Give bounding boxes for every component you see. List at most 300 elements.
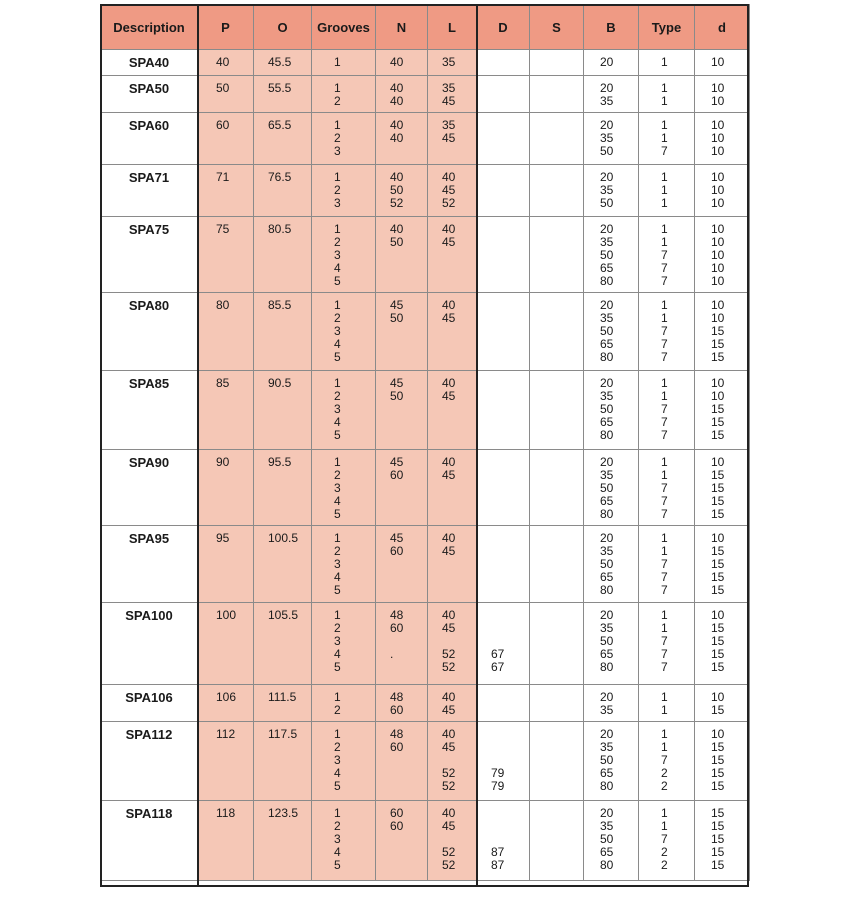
cell-o: 117.5	[254, 722, 312, 801]
cell-d-lower-value: 15	[711, 570, 725, 584]
cell-l-value: 40	[442, 298, 456, 312]
cell-d-upper	[477, 76, 530, 113]
cell-l-value: 52	[442, 779, 456, 793]
cell-grooves-value: 1	[334, 608, 341, 622]
cell-l-value: 45	[442, 389, 456, 403]
cell-type-value: 7	[661, 415, 668, 429]
cell-l-value: 52	[442, 858, 456, 872]
cell-d-lower-value: 15	[711, 428, 725, 442]
cell-b	[584, 722, 639, 801]
cell-type	[639, 113, 695, 165]
cell-d-lower-value: 15	[711, 753, 725, 767]
cell-d-lower-value: 15	[711, 779, 725, 793]
cell-n-value: 40	[390, 170, 404, 184]
cell-type-value: 7	[661, 350, 668, 364]
cell-grooves	[312, 801, 376, 881]
cell-l-value: 40	[442, 531, 456, 545]
cell-l-value: 40	[442, 376, 456, 390]
cell-o: 123.5	[254, 801, 312, 881]
cell-type	[639, 450, 695, 526]
cell-d-upper	[477, 526, 530, 603]
cell-p: 112	[198, 722, 254, 801]
cell-d-upper-value: 87	[491, 845, 505, 859]
cell-d-upper	[477, 450, 530, 526]
cell-d-lower-value: 10	[711, 274, 725, 288]
cell-grooves-value: 3	[334, 753, 341, 767]
cell-description: SPA60	[101, 113, 198, 165]
cell-grooves-value: 5	[334, 583, 341, 597]
cell-n	[376, 371, 428, 450]
cell-l	[428, 371, 477, 450]
cell-l	[428, 722, 477, 801]
cell-d-upper	[477, 603, 530, 685]
cell-b-value: 50	[600, 557, 614, 571]
cell-o: 95.5	[254, 450, 312, 526]
cell-d-lower-value: 15	[711, 845, 725, 859]
cell-l-value: 45	[442, 740, 456, 754]
cell-d-lower-value: 10	[711, 690, 725, 704]
cell-type-value: 1	[661, 222, 668, 236]
cell-grooves-value: 3	[334, 481, 341, 495]
cell-type-value: 1	[661, 621, 668, 635]
cell-d-lower-value: 15	[711, 647, 725, 661]
cell-grooves	[312, 50, 376, 76]
cell-b-value: 65	[600, 494, 614, 508]
cell-n-value: 60	[390, 740, 404, 754]
cell-d-lower-value: 10	[711, 298, 725, 312]
cell-d-lower-value: 10	[711, 94, 725, 108]
cell-s	[530, 165, 584, 217]
cell-o: 85.5	[254, 293, 312, 371]
cell-d-upper	[477, 293, 530, 371]
column-divider-right	[476, 4, 478, 887]
cell-type-value: 7	[661, 261, 668, 275]
cell-type-value: 7	[661, 634, 668, 648]
cell-d-lower	[695, 113, 750, 165]
cell-l	[428, 526, 477, 603]
cell-d-lower	[695, 217, 750, 293]
cell-d-lower-value: 10	[711, 389, 725, 403]
cell-description: SPA90	[101, 450, 198, 526]
cell-type-value: 1	[661, 81, 668, 95]
cell-l-value: 45	[442, 703, 456, 717]
cell-d-lower-value: 15	[711, 494, 725, 508]
cell-type-value: 1	[661, 531, 668, 545]
cell-grooves-value: 3	[334, 144, 341, 158]
cell-l	[428, 76, 477, 113]
cell-d-lower-value: 15	[711, 858, 725, 872]
cell-type-value: 1	[661, 94, 668, 108]
cell-d-upper	[477, 371, 530, 450]
cell-type-value: 1	[661, 544, 668, 558]
cell-l	[428, 801, 477, 881]
cell-grooves-value: 2	[334, 389, 341, 403]
cell-l-value: 40	[442, 170, 456, 184]
cell-grooves-value: 3	[334, 196, 341, 210]
cell-l-value: 35	[442, 118, 456, 132]
cell-d-lower	[695, 685, 750, 722]
cell-type-value: 1	[661, 376, 668, 390]
header-p: P	[198, 5, 254, 50]
cell-l-value: 52	[442, 647, 456, 661]
cell-grooves-value: 5	[334, 350, 341, 364]
cell-s	[530, 450, 584, 526]
cell-description: SPA106	[101, 685, 198, 722]
cell-b-value: 35	[600, 544, 614, 558]
cell-d-lower-value: 15	[711, 415, 725, 429]
cell-s	[530, 293, 584, 371]
cell-type-value: 1	[661, 703, 668, 717]
cell-grooves	[312, 371, 376, 450]
cell-d-lower-value: 15	[711, 703, 725, 717]
cell-type-value: 1	[661, 118, 668, 132]
cell-d-upper-value	[491, 741, 529, 754]
cell-l	[428, 165, 477, 217]
cell-grooves	[312, 217, 376, 293]
cell-b-value: 50	[600, 402, 614, 416]
cell-type-value: 1	[661, 170, 668, 184]
cell-b-value: 50	[600, 634, 614, 648]
cell-grooves-value: 2	[334, 703, 341, 717]
cell-o: 105.5	[254, 603, 312, 685]
cell-type-value: 7	[661, 660, 668, 674]
cell-l-value: 45	[442, 94, 456, 108]
cell-type-value: 7	[661, 583, 668, 597]
header-n: N	[376, 5, 428, 50]
cell-d-lower-value: 10	[711, 55, 725, 69]
cell-n-value: 60	[390, 703, 404, 717]
cell-b-value: 35	[600, 94, 614, 108]
cell-l-value: 45	[442, 311, 456, 325]
cell-d-lower-value: 10	[711, 531, 725, 545]
cell-type	[639, 685, 695, 722]
cell-b-value: 80	[600, 583, 614, 597]
cell-n-value: 48	[390, 727, 404, 741]
cell-n-value: 48	[390, 608, 404, 622]
cell-type	[639, 526, 695, 603]
cell-grooves-value: 1	[334, 376, 341, 390]
cell-type	[639, 217, 695, 293]
cell-d-upper-value: 67	[491, 647, 505, 661]
cell-s	[530, 50, 584, 76]
cell-o: 45.5	[254, 50, 312, 76]
cell-b-value: 35	[600, 468, 614, 482]
cell-l-value: 40	[442, 690, 456, 704]
cell-d-lower-value: 10	[711, 311, 725, 325]
cell-d-lower	[695, 450, 750, 526]
cell-type-value: 1	[661, 819, 668, 833]
cell-grooves-value: 5	[334, 274, 341, 288]
cell-n-value: 50	[390, 311, 404, 325]
cell-l-value: 40	[442, 806, 456, 820]
cell-s	[530, 526, 584, 603]
cell-b-value: 20	[600, 608, 614, 622]
cell-description: SPA80	[101, 293, 198, 371]
cell-b-value: 20	[600, 806, 614, 820]
cell-grooves-value: 1	[334, 81, 341, 95]
cell-b-value: 80	[600, 428, 614, 442]
cell-n-value: 40	[390, 118, 404, 132]
cell-s	[530, 603, 584, 685]
cell-b	[584, 293, 639, 371]
cell-d-lower-value: 10	[711, 81, 725, 95]
cell-p: 85	[198, 371, 254, 450]
cell-d-upper-value	[491, 622, 529, 635]
cell-p: 40	[198, 50, 254, 76]
cell-b	[584, 371, 639, 450]
cell-grooves	[312, 722, 376, 801]
cell-type-value: 1	[661, 311, 668, 325]
cell-d-lower	[695, 76, 750, 113]
cell-d-lower	[695, 603, 750, 685]
cell-d-lower-value: 15	[711, 583, 725, 597]
cell-type-value: 1	[661, 455, 668, 469]
cell-n-value: .	[390, 647, 394, 661]
cell-d-lower	[695, 371, 750, 450]
cell-n-value: 40	[390, 81, 404, 95]
cell-grooves-value: 5	[334, 507, 341, 521]
cell-description: SPA50	[101, 76, 198, 113]
cell-o: 55.5	[254, 76, 312, 113]
cell-n-value	[390, 635, 427, 648]
cell-d-upper-value: 67	[491, 660, 505, 674]
cell-n-value: 45	[390, 455, 404, 469]
cell-d-upper	[477, 801, 530, 881]
cell-type-value: 2	[661, 766, 668, 780]
cell-o: 111.5	[254, 685, 312, 722]
cell-p: 71	[198, 165, 254, 217]
cell-b-value: 65	[600, 415, 614, 429]
column-divider-left	[197, 4, 199, 887]
cell-b-value: 50	[600, 832, 614, 846]
cell-b-value: 35	[600, 819, 614, 833]
cell-d-lower-value: 15	[711, 324, 725, 338]
cell-description: SPA85	[101, 371, 198, 450]
cell-l	[428, 685, 477, 722]
cell-grooves-value: 4	[334, 337, 341, 351]
cell-grooves-value: 1	[334, 222, 341, 236]
cell-b-value: 50	[600, 481, 614, 495]
cell-grooves-value: 4	[334, 647, 341, 661]
cell-b-value: 50	[600, 753, 614, 767]
cell-d-upper-value	[491, 820, 529, 833]
cell-type	[639, 76, 695, 113]
cell-grooves-value: 5	[334, 858, 341, 872]
cell-type-value: 1	[661, 690, 668, 704]
header-d-upper: D	[477, 5, 530, 50]
cell-b-value: 35	[600, 183, 614, 197]
cell-d-upper-value	[491, 609, 529, 622]
cell-type-value: 7	[661, 144, 668, 158]
cell-b	[584, 113, 639, 165]
cell-b-value: 20	[600, 455, 614, 469]
cell-d-lower-value: 15	[711, 621, 725, 635]
cell-s	[530, 722, 584, 801]
cell-d-lower-value: 15	[711, 350, 725, 364]
cell-n	[376, 165, 428, 217]
cell-b-value: 80	[600, 507, 614, 521]
cell-grooves-value: 3	[334, 557, 341, 571]
cell-l	[428, 603, 477, 685]
cell-b	[584, 217, 639, 293]
cell-n-value: 40	[390, 55, 404, 69]
cell-type	[639, 165, 695, 217]
cell-n	[376, 603, 428, 685]
cell-l-value: 40	[442, 222, 456, 236]
cell-grooves-value: 4	[334, 494, 341, 508]
cell-s	[530, 371, 584, 450]
cell-p: 118	[198, 801, 254, 881]
cell-n	[376, 526, 428, 603]
cell-n	[376, 293, 428, 371]
cell-type-value: 7	[661, 324, 668, 338]
cell-d-lower-value: 15	[711, 806, 725, 820]
cell-b	[584, 76, 639, 113]
cell-d-lower-value: 10	[711, 376, 725, 390]
cell-n	[376, 217, 428, 293]
cell-type-value: 1	[661, 740, 668, 754]
cell-s	[530, 217, 584, 293]
cell-type-value: 1	[661, 389, 668, 403]
cell-b-value: 50	[600, 324, 614, 338]
cell-n-value: 40	[390, 131, 404, 145]
cell-d-lower-value: 15	[711, 766, 725, 780]
cell-d-upper	[477, 113, 530, 165]
cell-d-lower-value: 15	[711, 634, 725, 648]
cell-d-lower-value: 10	[711, 222, 725, 236]
cell-n	[376, 801, 428, 881]
cell-d-lower-value: 10	[711, 235, 725, 249]
cell-b	[584, 165, 639, 217]
cell-l-value: 35	[442, 55, 456, 69]
cell-b-value: 35	[600, 311, 614, 325]
cell-n-value: 45	[390, 298, 404, 312]
cell-l-value: 52	[442, 660, 456, 674]
cell-type-value: 7	[661, 274, 668, 288]
cell-n-value: 52	[390, 196, 404, 210]
cell-grooves-value: 5	[334, 428, 341, 442]
cell-grooves	[312, 603, 376, 685]
cell-n	[376, 450, 428, 526]
cell-b-value: 20	[600, 376, 614, 390]
cell-b-value: 20	[600, 170, 614, 184]
cell-type-value: 2	[661, 845, 668, 859]
cell-type-value: 7	[661, 832, 668, 846]
cell-d-lower	[695, 801, 750, 881]
cell-s	[530, 801, 584, 881]
cell-grooves-value: 2	[334, 468, 341, 482]
cell-b-value: 20	[600, 118, 614, 132]
cell-grooves-value: 2	[334, 740, 341, 754]
cell-type-value: 1	[661, 235, 668, 249]
cell-l-value: 45	[442, 621, 456, 635]
cell-l-value: 45	[442, 235, 456, 249]
cell-b-value: 35	[600, 740, 614, 754]
cell-grooves-value: 1	[334, 727, 341, 741]
cell-type-value: 7	[661, 570, 668, 584]
cell-b-value: 80	[600, 779, 614, 793]
cell-type-value: 1	[661, 183, 668, 197]
cell-d-upper-value: 87	[491, 858, 505, 872]
cell-b-value: 50	[600, 248, 614, 262]
cell-s	[530, 113, 584, 165]
cell-d-lower	[695, 722, 750, 801]
cell-type-value: 2	[661, 779, 668, 793]
cell-type	[639, 50, 695, 76]
cell-s	[530, 76, 584, 113]
cell-n	[376, 76, 428, 113]
cell-b-value: 35	[600, 389, 614, 403]
cell-l	[428, 50, 477, 76]
cell-n	[376, 50, 428, 76]
cell-b-value: 80	[600, 274, 614, 288]
cell-l-value: 52	[442, 845, 456, 859]
cell-d-lower-value: 10	[711, 261, 725, 275]
cell-d-upper-value	[491, 728, 529, 741]
cell-description: SPA40	[101, 50, 198, 76]
cell-b-value: 20	[600, 298, 614, 312]
cell-b-value: 35	[600, 235, 614, 249]
cell-b-value: 65	[600, 766, 614, 780]
cell-b	[584, 450, 639, 526]
cell-b	[584, 685, 639, 722]
cell-n-value: 40	[390, 94, 404, 108]
cell-grooves	[312, 165, 376, 217]
cell-b-value: 35	[600, 131, 614, 145]
cell-p: 75	[198, 217, 254, 293]
cell-l-value: 52	[442, 196, 456, 210]
cell-grooves-value: 3	[334, 832, 341, 846]
cell-grooves	[312, 526, 376, 603]
cell-n-value: 50	[390, 389, 404, 403]
cell-d-lower-value: 15	[711, 819, 725, 833]
cell-o: 90.5	[254, 371, 312, 450]
cell-d-lower-value: 10	[711, 248, 725, 262]
cell-grooves-value: 3	[334, 248, 341, 262]
cell-grooves-value: 2	[334, 311, 341, 325]
cell-type	[639, 722, 695, 801]
cell-l	[428, 113, 477, 165]
cell-n	[376, 685, 428, 722]
cell-l	[428, 450, 477, 526]
cell-b-value: 65	[600, 845, 614, 859]
cell-b-value: 35	[600, 621, 614, 635]
cell-grooves-value: 3	[334, 634, 341, 648]
cell-d-lower-value: 15	[711, 507, 725, 521]
header-o: O	[254, 5, 312, 50]
cell-l-value: 45	[442, 183, 456, 197]
cell-grooves-value: 4	[334, 261, 341, 275]
cell-d-lower	[695, 50, 750, 76]
cell-description: SPA95	[101, 526, 198, 603]
cell-d-lower-value: 15	[711, 832, 725, 846]
cell-p: 106	[198, 685, 254, 722]
cell-grooves-value: 5	[334, 660, 341, 674]
cell-grooves-value: 1	[334, 531, 341, 545]
cell-d-lower-value: 10	[711, 170, 725, 184]
cell-d-lower-value: 10	[711, 183, 725, 197]
cell-type-value: 7	[661, 557, 668, 571]
cell-n-value: 50	[390, 183, 404, 197]
cell-grooves-value: 1	[334, 690, 341, 704]
cell-type-value: 1	[661, 298, 668, 312]
cell-d-lower-value: 10	[711, 118, 725, 132]
cell-b-value: 50	[600, 144, 614, 158]
cell-d-lower-value: 10	[711, 455, 725, 469]
cell-d-lower-value: 10	[711, 131, 725, 145]
cell-l	[428, 293, 477, 371]
cell-grooves-value: 2	[334, 131, 341, 145]
